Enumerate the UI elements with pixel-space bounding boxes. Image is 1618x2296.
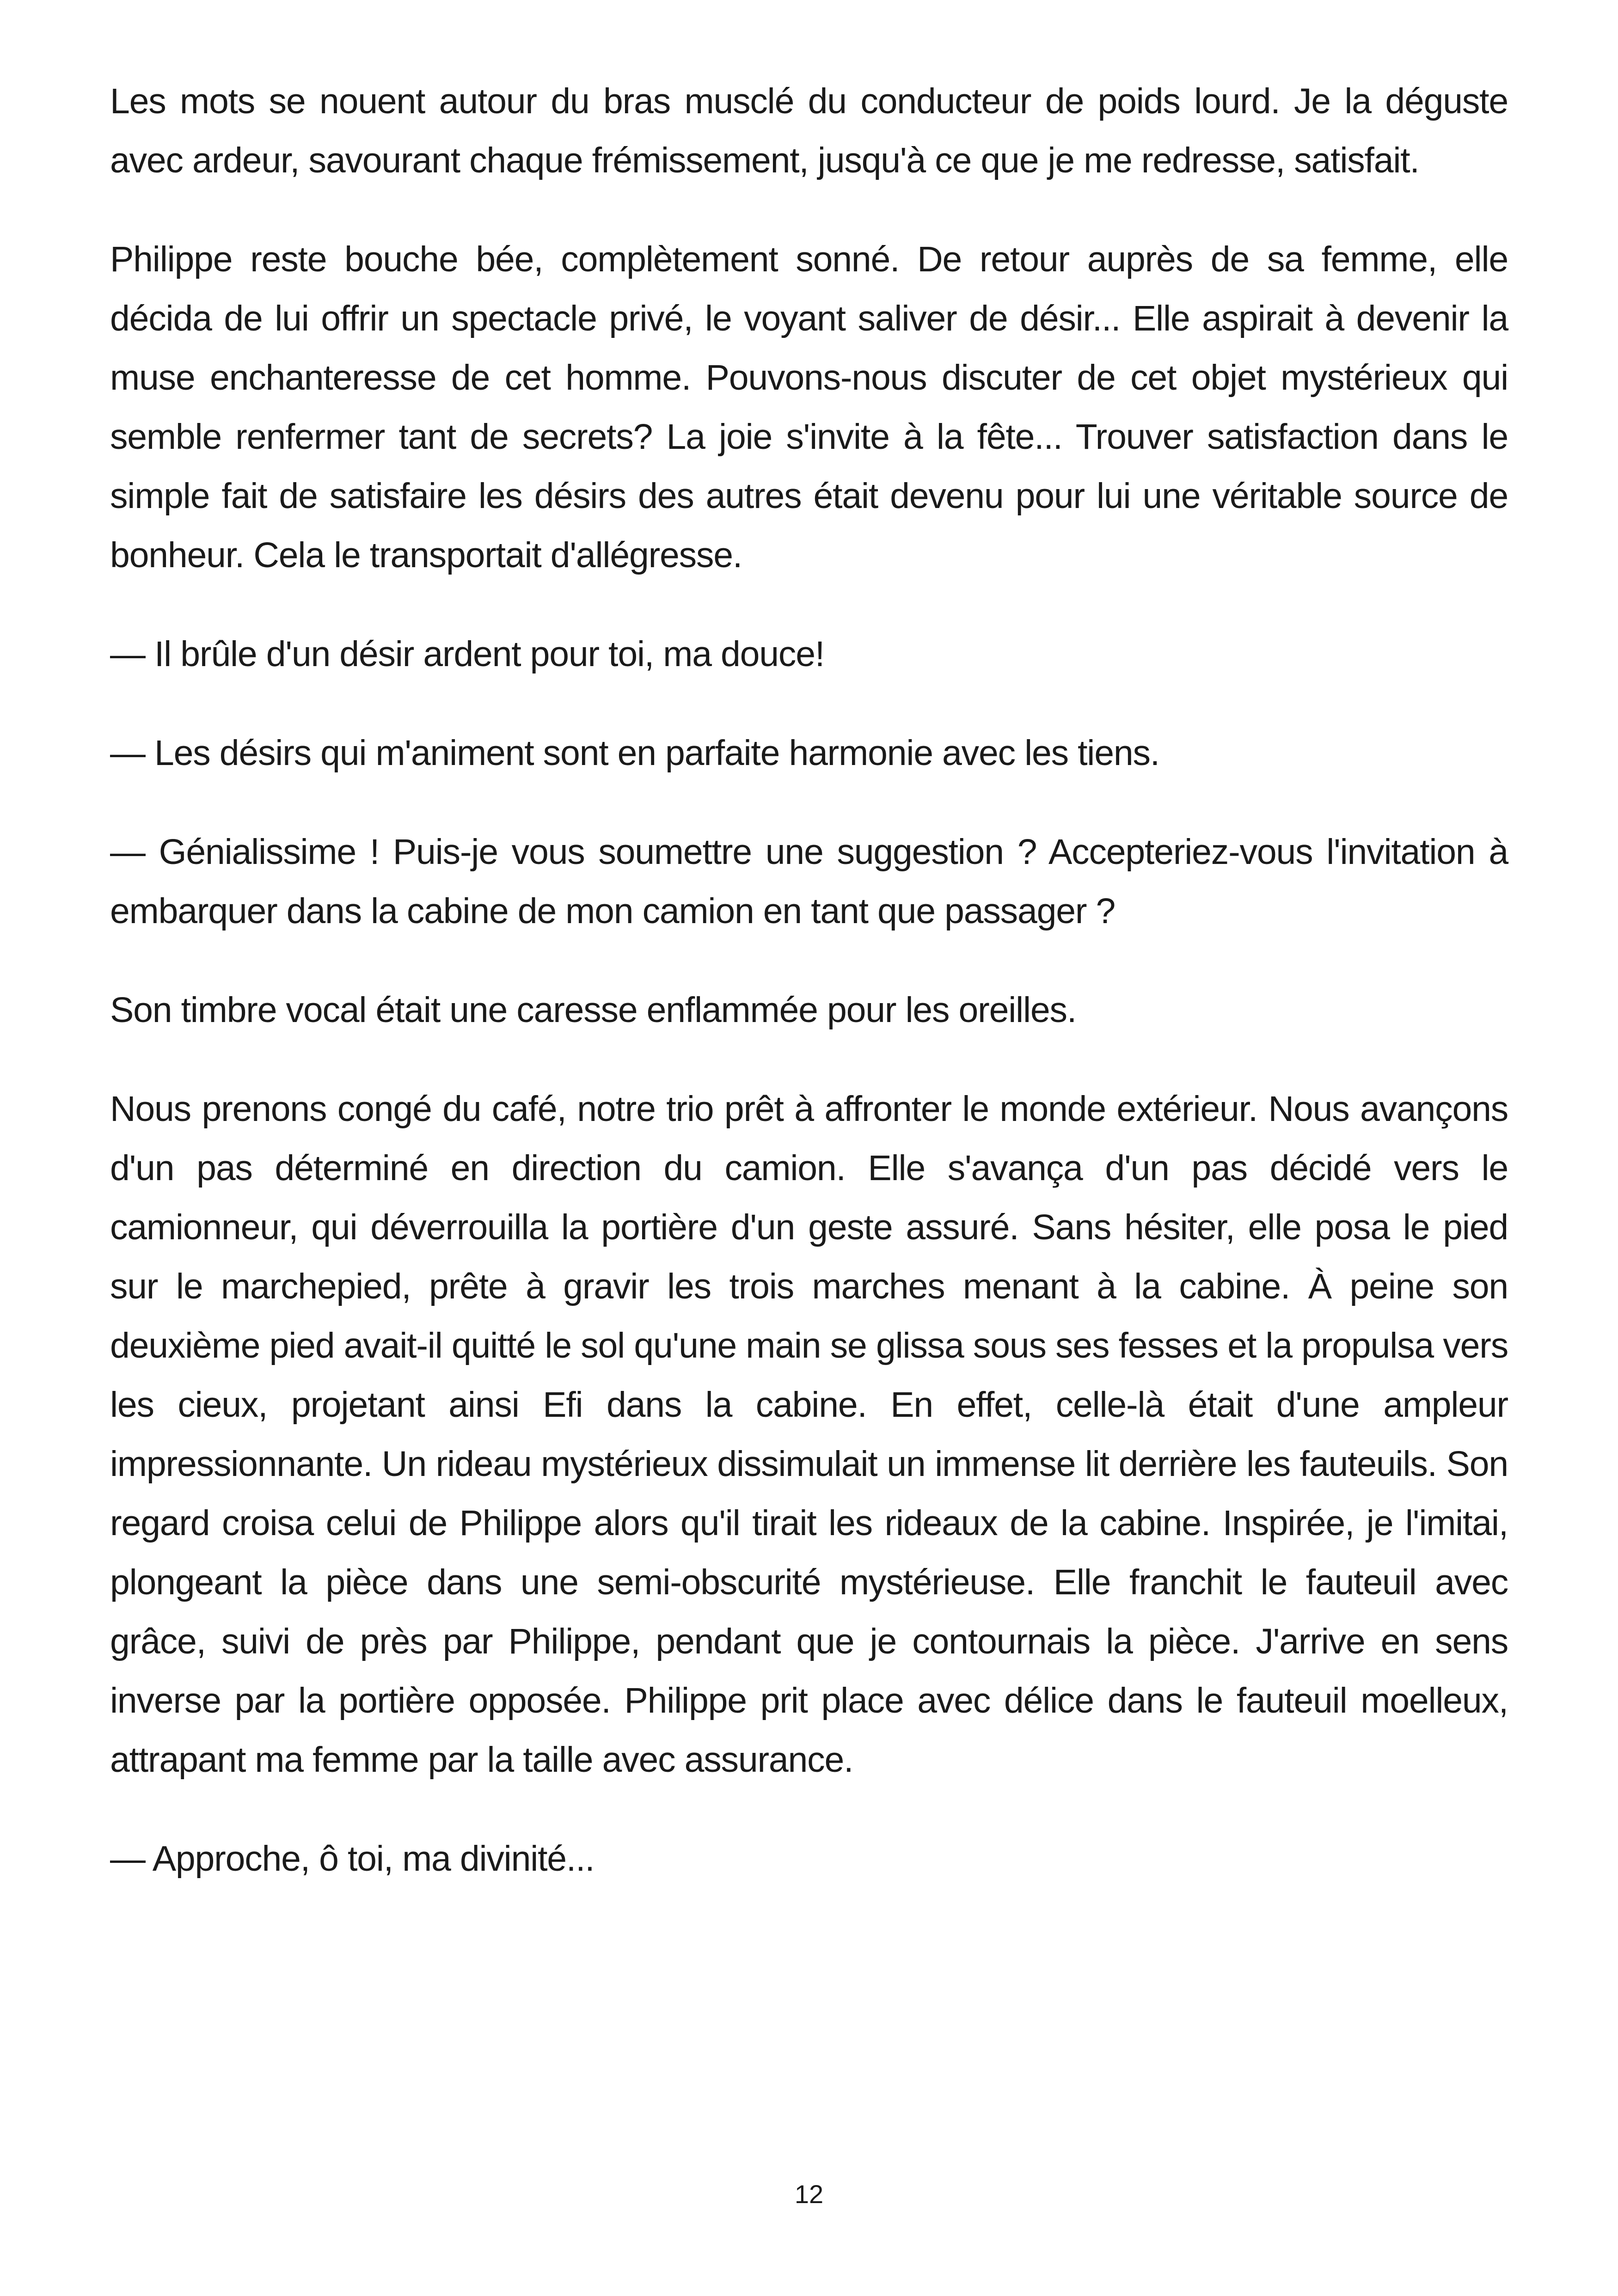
page-body: [110, 72, 1508, 1928]
paragraph-4: Nous prenons congé du café, notre trio prêt à affronter le monde extérieur. Nous avançons d'un pas déterminé en direction du camion. Elle s'avança d'un pas décidé vers le camionneur, qui déverrouilla la portière d'un geste assuré. Sans hésiter, elle posa le pied sur le marchepied, prête à gravir les trois marches menant à la cabine. À peine son deuxième pied avait-il quitté le sol qu'une main se glissa sous ses fesses et la propulsa vers les cieux, projetant ainsi Efi dans la cabine. En effet, celle-là était d'une ampleur impressionnante. Un rideau mystérieux dissimulait un immense lit derrière les fauteuils. Son regard croisa celui de Philippe alors qu'il tirait les rideaux de la cabine. Inspirée, je l'imitai, plongeant la pièce dans une semi-obscurité mystérieuse. Elle franchit le fauteuil avec grâce, suivi de près par Philippe, pendant que je contournais la pièce. J'arrive en sens inverse par la portière opposée. Philippe prit place avec délice dans le fauteuil moelleux, attrapant ma femme par la taille avec assurance.: [110, 1089, 1508, 1780]
dialogue-line-1: — Il brûle d'un désir ardent pour toi, ma douce!: [110, 634, 825, 674]
dialogue-line-3: — Génialissime ! Puis-je vous soumettre une suggestion ? Accepteriez-vous l'invitation à embarquer dans la cabine de mon camion en tant que passager ?: [110, 832, 1508, 931]
dialogue-line-2: — Les désirs qui m'animent sont en parfaite harmonie avec les tiens.: [110, 733, 1159, 773]
paragraph-2: Philippe reste bouche bée, complètement sonné. De retour auprès de sa femme, elle décida de lui offrir un spectacle privé, le voyant saliver de désir... Elle aspirait à devenir la muse enchanteresse de cet homme. Pouvons-nous discuter de cet objet mystérieux qui semble renfermer tant de secrets? La joie s'invite à la fête... Trouver satisfaction dans le simple fait de satisfaire les désirs des autres était devenu pour lui une véritable source de bonheur. Cela le transportait d'allégresse.: [110, 239, 1508, 575]
dialogue-line-4: — Approche, ô toi, ma divinité...: [110, 1839, 594, 1879]
paragraph-1: Les mots se nouent autour du bras musclé du conducteur de poids lourd. Je la déguste avec ardeur, savourant chaque frémissement, jusqu'à ce que je me redresse, satisfait.: [110, 81, 1508, 180]
page-number: 12: [794, 2180, 824, 2209]
paragraph-3: Son timbre vocal était une caresse enflammée pour les oreilles.: [110, 990, 1077, 1030]
